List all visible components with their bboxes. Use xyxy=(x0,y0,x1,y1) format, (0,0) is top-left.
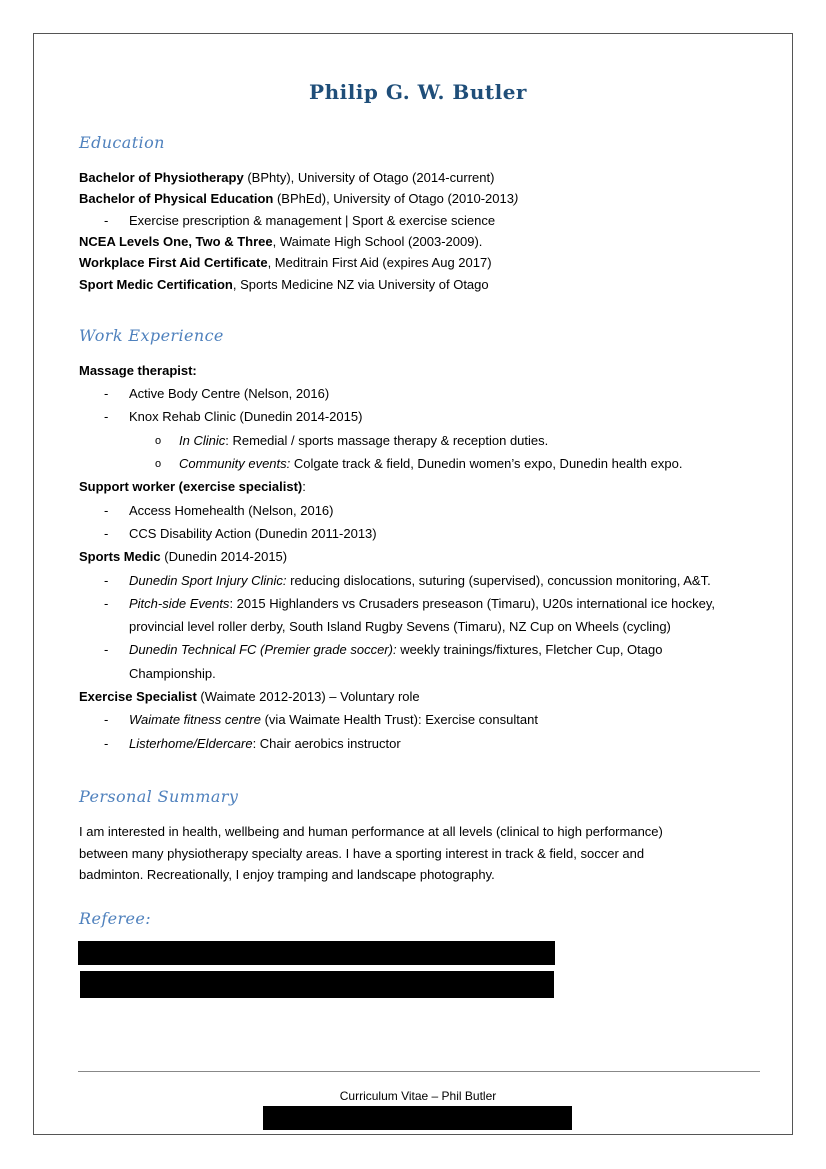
job-item: CCS Disability Action (Dunedin 2011-2013) xyxy=(129,526,377,541)
education-item: NCEA Levels One, Two & Three, Waimate High School (2003-2009). xyxy=(79,234,483,249)
dash-bullet: - xyxy=(104,596,109,611)
dash-bullet: - xyxy=(104,386,109,401)
summary-heading: Personal Summary xyxy=(79,787,239,806)
dash-bullet: - xyxy=(104,642,109,657)
dash-bullet: - xyxy=(104,503,109,518)
dash-bullet: - xyxy=(104,573,109,588)
education-item: Sport Medic Certification, Sports Medicine NZ via University of Otago xyxy=(79,277,489,292)
job-item-continued: provincial level roller derby, South Island Rugby Sevens (Timaru), NZ Cup on Wheels (cycling) xyxy=(129,619,671,634)
summary-line: badminton. Recreationally, I enjoy tramping and landscape photography. xyxy=(79,867,495,882)
redaction-bar xyxy=(78,941,555,965)
education-heading: Education xyxy=(79,133,165,152)
job-title: Support worker (exercise specialist): xyxy=(79,479,306,494)
job-title: Exercise Specialist (Waimate 2012-2013) – Voluntary role xyxy=(79,689,420,704)
job-item: Access Homehealth (Nelson, 2016) xyxy=(129,503,334,518)
education-subitem: Exercise prescription & management | Sport & exercise science xyxy=(129,213,496,228)
dash-bullet: - xyxy=(104,736,109,751)
job-item: Listerhome/Eldercare: Chair aerobics instructor xyxy=(129,736,401,751)
dash-bullet: - xyxy=(104,526,109,541)
job-item: Active Body Centre (Nelson, 2016) xyxy=(129,386,330,401)
footer-divider xyxy=(78,1071,760,1072)
job-item: Waimate fitness centre (via Waimate Health Trust): Exercise consultant xyxy=(129,712,538,727)
dash-bullet: - xyxy=(104,712,109,727)
dash-bullet: - xyxy=(104,213,109,228)
education-item: Bachelor of Physiotherapy (BPhty), University of Otago (2014-current) xyxy=(79,170,495,185)
education-item: Workplace First Aid Certificate, Meditrain First Aid (expires Aug 2017) xyxy=(79,255,492,270)
dash-bullet: - xyxy=(104,409,109,424)
page-title: Philip G. W. Butler xyxy=(309,80,527,104)
work-heading: Work Experience xyxy=(79,326,224,345)
referee-heading: Referee: xyxy=(79,909,152,928)
job-item: Dunedin Sport Injury Clinic: reducing dislocations, suturing (supervised), concussion monitoring, A&T. xyxy=(129,573,711,588)
footer-text: Curriculum Vitae – Phil Butler xyxy=(339,1089,497,1103)
job-item-continued: Championship. xyxy=(129,666,216,681)
job-item: Dunedin Technical FC (Premier grade soccer): weekly trainings/fixtures, Fletcher Cup, Otago xyxy=(129,642,663,657)
education-item: Bachelor of Physical Education (BPhEd), University of Otago (2010-2013) xyxy=(79,191,519,206)
circle-bullet: o xyxy=(155,458,162,470)
circle-bullet: o xyxy=(155,435,162,447)
job-title: Sports Medic (Dunedin 2014-2015) xyxy=(79,549,288,564)
job-item: Knox Rehab Clinic (Dunedin 2014-2015) xyxy=(129,409,363,424)
job-item: Pitch-side Events: 2015 Highlanders vs Crusaders preseason (Timaru), U20s international ice hockey, xyxy=(129,596,716,611)
job-title: Massage therapist: xyxy=(79,363,197,378)
summary-line: I am interested in health, wellbeing and human performance at all levels (clinical to high performance) xyxy=(79,824,663,839)
redaction-bar xyxy=(80,971,554,998)
job-subitem: In Clinic: Remedial / sports massage therapy & reception duties. xyxy=(179,433,549,448)
summary-line: between many physiotherapy specialty areas. I have a sporting interest in track & field, soccer and xyxy=(79,846,645,861)
redaction-bar xyxy=(263,1106,572,1130)
job-subitem: Community events: Colgate track & field, Dunedin women’s expo, Dunedin health expo. xyxy=(179,456,683,471)
